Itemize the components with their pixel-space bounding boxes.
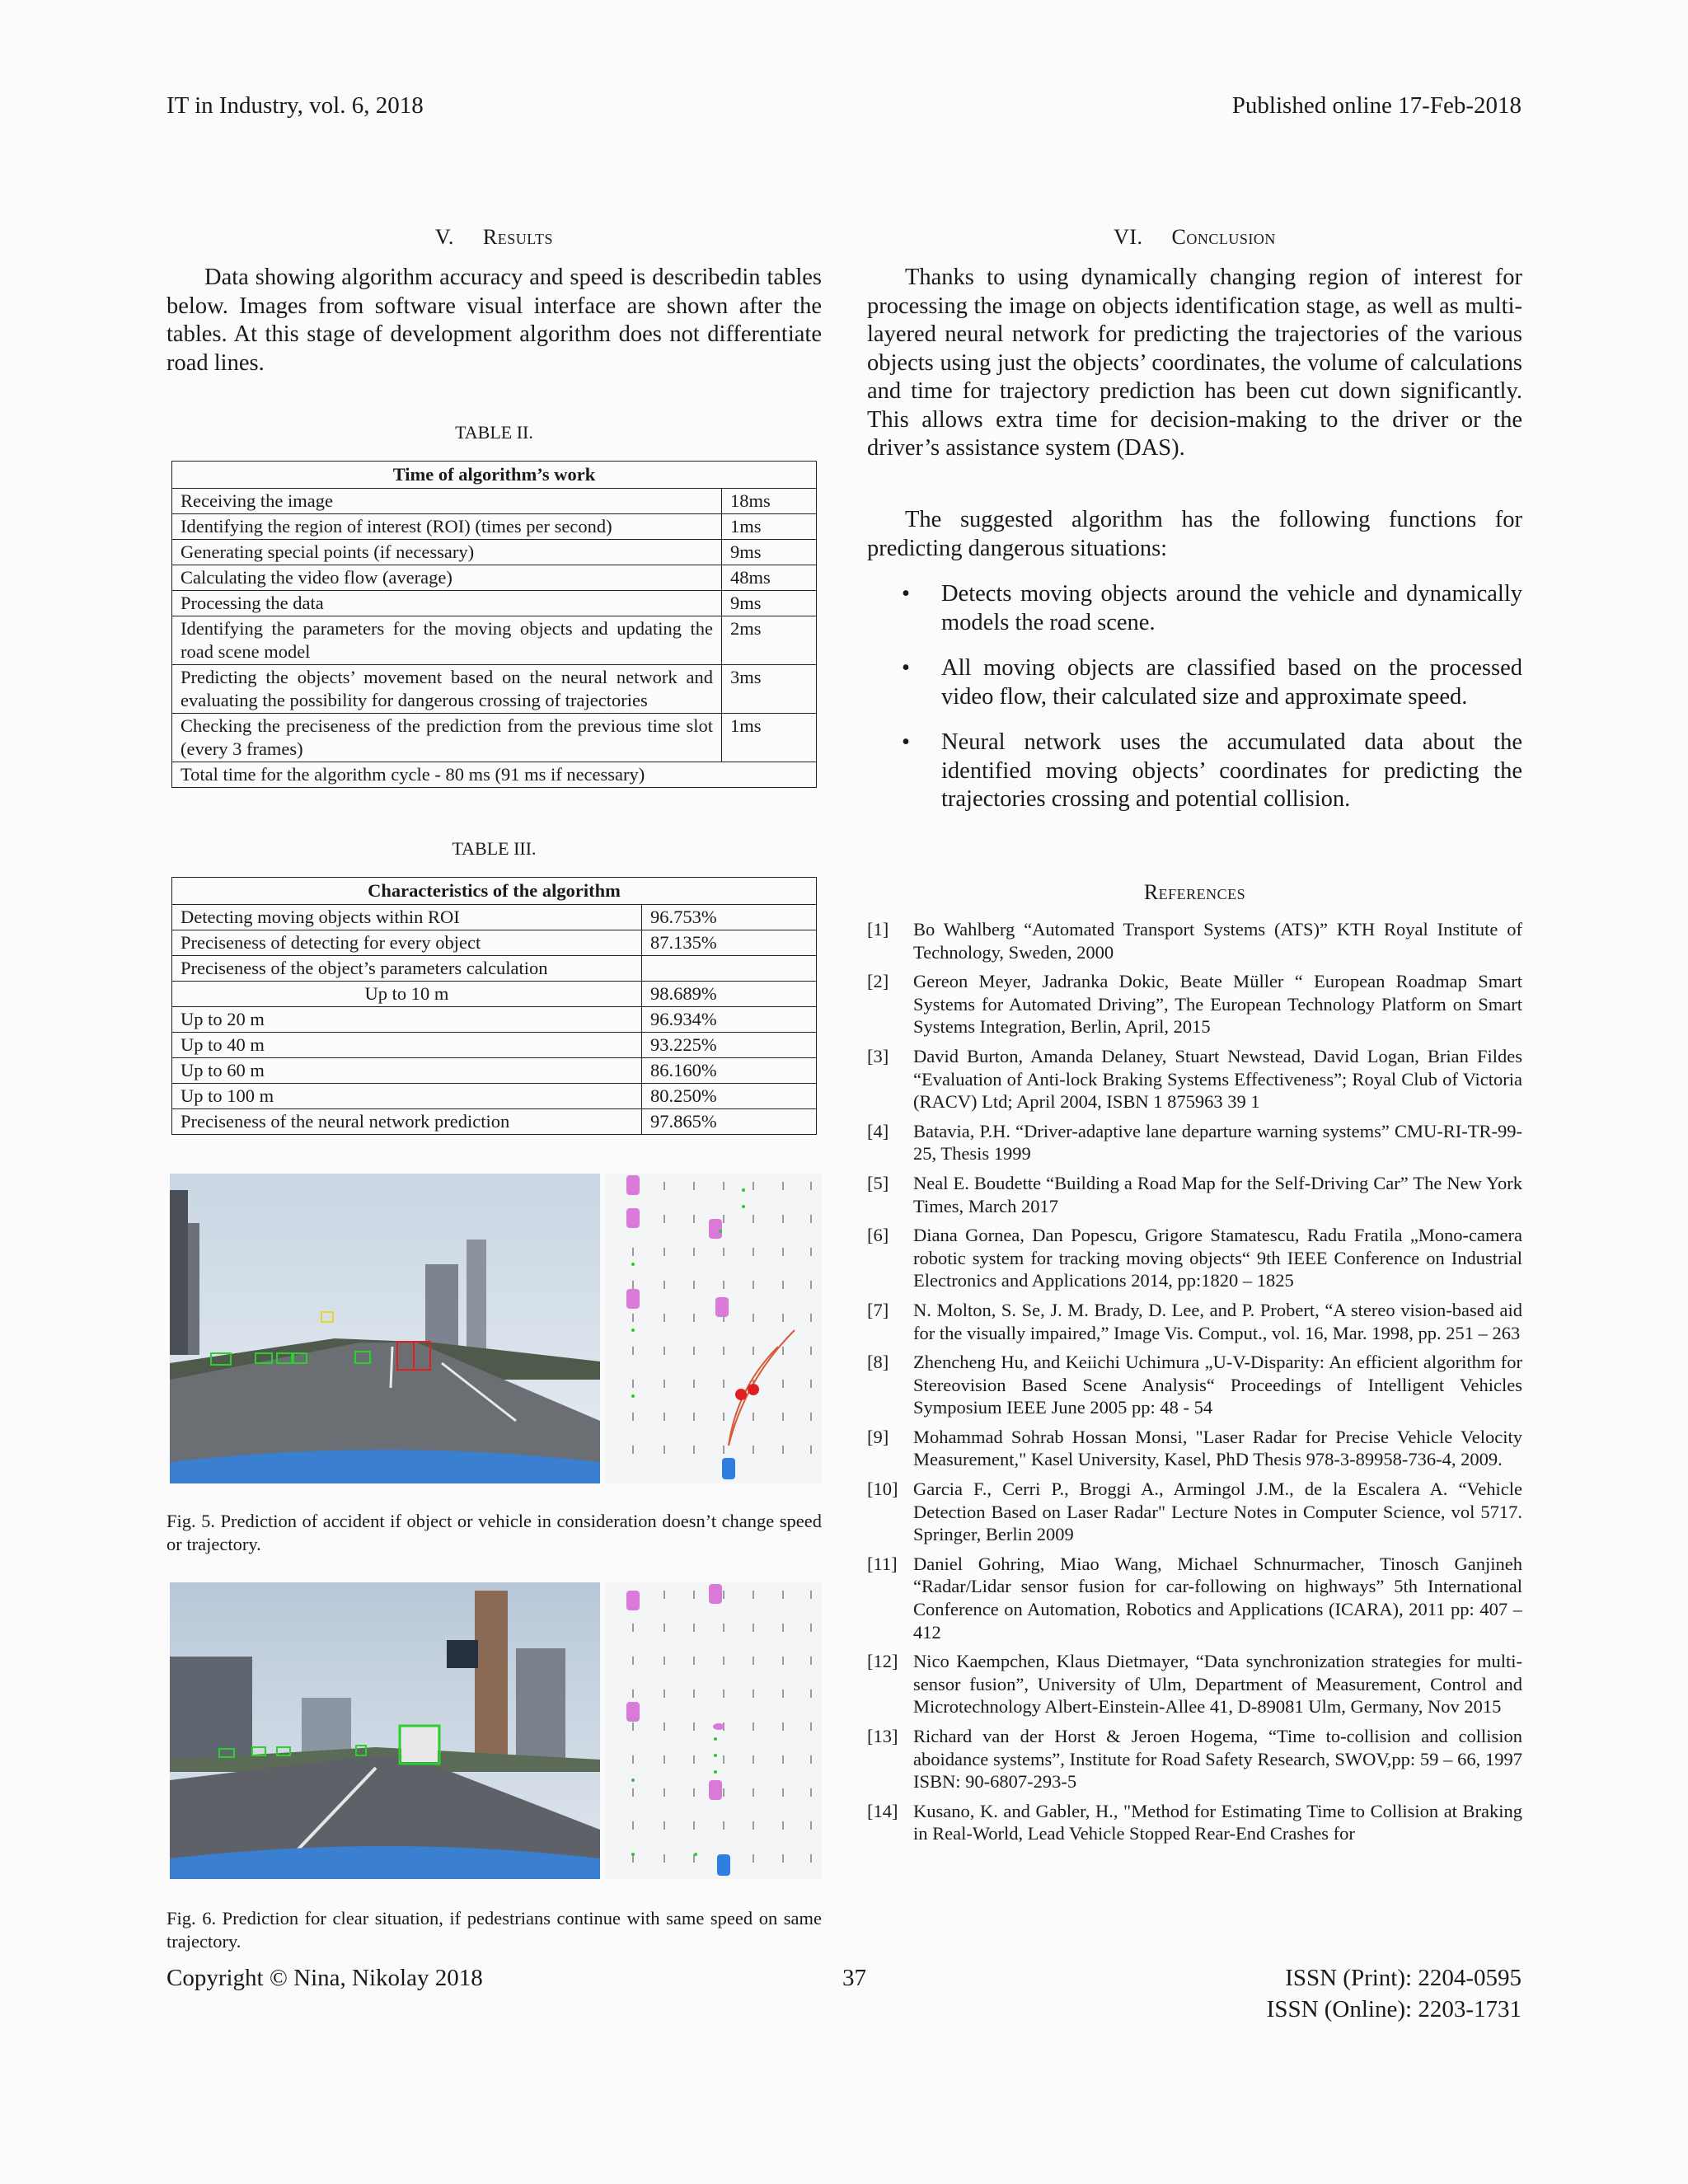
table-row bbox=[172, 591, 817, 616]
reference-number: [11] bbox=[867, 1553, 898, 1574]
table-cell-label: Up to 10 m bbox=[172, 982, 642, 1007]
references-section-name: References bbox=[1143, 880, 1246, 904]
table-row bbox=[172, 905, 817, 930]
conclusion-section-numeral: VI. bbox=[1114, 225, 1143, 249]
conclusion-section-name: Conclusion bbox=[1171, 225, 1276, 249]
reference-text: Bo Wahlberg “Automated Transport Systems (ATS)” KTH Royal Institute of Technology, Sweden, 2000 bbox=[913, 919, 1522, 963]
table-cell-value bbox=[642, 956, 817, 982]
fig6-trajectory-plot bbox=[605, 1582, 822, 1879]
table-cell-value: 98.689% bbox=[642, 982, 817, 1007]
table-cell-value: 9ms bbox=[722, 540, 817, 565]
bullet-icon: • bbox=[902, 729, 910, 755]
table2-heading: Time of algorithm’s work bbox=[172, 462, 817, 489]
reference-text: Gereon Meyer, Jadranka Dokic, Beate Müller “ European Roadmap Smart Systems for Automated Driving”, The European Technology Platform on Smart Systems Integration, Berlin, April, 2015 bbox=[913, 971, 1522, 1038]
list-item bbox=[867, 580, 1522, 637]
table-row bbox=[172, 616, 817, 665]
reference-item bbox=[867, 1553, 1522, 1643]
table-cell-value: 2ms bbox=[722, 616, 817, 665]
table-row bbox=[172, 514, 817, 540]
reference-text: Diana Gornea, Dan Popescu, Grigore Stamatescu, Radu Fratila „Mono-camera robotic system for tracking moving objects“ 9th IEEE Conference on Industrial Electronics and Applications 2014, pp:1820 – 1825 bbox=[913, 1225, 1522, 1291]
table3 bbox=[171, 877, 817, 1135]
reference-text: N. Molton, S. Se, J. M. Brady, D. Lee, and P. Probert, “A stereo vision-based aid for the visually impaired,” Image Vis. Comput., vol. 16, Mar. 1998, pp. 251 – 263 bbox=[913, 1299, 1522, 1343]
reference-item bbox=[867, 1299, 1522, 1344]
table-cell-value: 93.225% bbox=[642, 1033, 817, 1058]
reference-text: Garcia F., Cerri P., Broggi A., Armingol J.M., de la Escalera A. “Vehicle Detection Based on Laser Radar" Lecture Notes in Computer Science, vol 5717. Springer, Berlin 2009 bbox=[913, 1479, 1522, 1545]
reference-item bbox=[867, 1045, 1522, 1113]
issn-online: ISSN (Online): 2203-1731 bbox=[1266, 1996, 1522, 2022]
conclusion-bullet-list bbox=[867, 580, 1522, 832]
results-section-title bbox=[166, 225, 822, 250]
table-cell-value: 1ms bbox=[722, 514, 817, 540]
reference-text: Daniel Gohring, Miao Wang, Michael Schnurmacher, Tinosch Ganjineh “Radar/Lidar sensor fusion for car-following on highways” 5th International Conference on Automation, Robotics and Applications (ICARA), 2011 pp: 407 – 412 bbox=[913, 1553, 1522, 1643]
publication-date: Published online 17-Feb-2018 bbox=[1231, 92, 1522, 119]
reference-text: Zhencheng Hu, and Keiichi Uchimura „U-V-Disparity: An efficient algorithm for Stereovision Based Scene Analysis“ Proceedings of Intelligent Vehicles Symposium IEEE June 2005 pp: 48 - 54 bbox=[913, 1352, 1522, 1418]
reference-number: [12] bbox=[867, 1651, 898, 1672]
references-list bbox=[867, 918, 1522, 1961]
conclusion-paragraph-1: Thanks to using dynamically changing region of interest for processing the image on objects identification stage, as well as multi-layered neural network for predicting the trajectories of the various objects using just the objects’ coordinates, the volume of calculations and time for trajectory prediction has been cut down significantly. This allows extra time for decision-making to the driver or the driver’s assistance system (DAS). bbox=[867, 265, 1522, 461]
table-cell-value: 3ms bbox=[722, 665, 817, 714]
table-cell-label: Detecting moving objects within ROI bbox=[172, 905, 642, 930]
reference-number: [8] bbox=[867, 1352, 889, 1373]
table-cell-label: Preciseness of detecting for every object bbox=[172, 930, 642, 956]
table-cell-label: Processing the data bbox=[172, 591, 722, 616]
table-cell-label: Identifying the region of interest (ROI) (times per second) bbox=[172, 514, 722, 540]
reference-text: Neal E. Boudette “Building a Road Map for the Self-Driving Car” The New York Times, March 2017 bbox=[913, 1172, 1522, 1216]
table-cell-value: 97.865% bbox=[642, 1109, 817, 1135]
journal-header: IT in Industry, vol. 6, 2018 bbox=[166, 92, 424, 119]
reference-text: Kusano, K. and Gabler, H., "Method for Estimating Time to Collision at Braking in Real-World, Lead Vehicle Stopped Rear-End Crashes for bbox=[913, 1800, 1522, 1844]
reference-number: [7] bbox=[867, 1299, 889, 1320]
table-row bbox=[172, 930, 817, 956]
table-row bbox=[172, 1109, 817, 1135]
table-row bbox=[172, 1007, 817, 1033]
table2-caption: TABLE II. bbox=[455, 422, 533, 443]
fig6-camera-image bbox=[170, 1582, 600, 1879]
results-paragraph: Data showing algorithm accuracy and speed is describedin tables below. Images from software visual interface are shown after the tables. At this stage of development algorithm does not differentiate road lines. bbox=[166, 265, 822, 376]
reference-item bbox=[867, 1224, 1522, 1292]
reference-number: [4] bbox=[867, 1120, 889, 1141]
reference-item bbox=[867, 918, 1522, 963]
references-section-title bbox=[867, 880, 1522, 905]
table-row bbox=[172, 1058, 817, 1084]
list-item bbox=[867, 729, 1522, 814]
bullet-icon: • bbox=[902, 581, 910, 607]
table-cell-value: 18ms bbox=[722, 489, 817, 514]
table-cell-label: Identifying the parameters for the moving objects and updating the road scene model bbox=[172, 616, 722, 665]
reference-item bbox=[867, 1725, 1522, 1793]
reference-number: [6] bbox=[867, 1225, 889, 1246]
table-row bbox=[172, 665, 817, 714]
fig5-camera-image bbox=[170, 1174, 600, 1483]
table-row bbox=[172, 565, 817, 591]
list-item-text: Neural network uses the accumulated data about the identified moving objects’ coordinates for predicting the trajectories crossing and potential collision. bbox=[941, 729, 1522, 812]
table-total-cell: Total time for the algorithm cycle - 80 ms (91 ms if necessary) bbox=[172, 762, 817, 788]
reference-number: [1] bbox=[867, 919, 889, 940]
table-cell-value: 48ms bbox=[722, 565, 817, 591]
table-cell-value: 86.160% bbox=[642, 1058, 817, 1084]
page-number: 37 bbox=[842, 1965, 866, 1991]
list-item bbox=[867, 654, 1522, 711]
reference-text: Richard van der Horst & Jeroen Hogema, “Time to-collision and collision aboidance systems”, Institute for Road Safety Research, SWOV,pp: 59 – 66, 1997 ISBN: 90-6807-293-5 bbox=[913, 1726, 1522, 1793]
table-cell-value: 80.250% bbox=[642, 1084, 817, 1109]
table-cell-label: Preciseness of the object’s parameters calculation bbox=[172, 956, 642, 982]
fig6-caption: Fig. 6. Prediction for clear situation, if pedestrians continue with same speed on same trajectory. bbox=[166, 1908, 822, 1952]
bullet-icon: • bbox=[902, 655, 910, 681]
table-row bbox=[172, 540, 817, 565]
reference-number: [14] bbox=[867, 1800, 898, 1821]
table-row bbox=[172, 1033, 817, 1058]
table-row bbox=[172, 1084, 817, 1109]
reference-number: [3] bbox=[867, 1045, 889, 1066]
table-row bbox=[172, 956, 817, 982]
conclusion-paragraph-2: The suggested algorithm has the following functions for predicting dangerous situations: bbox=[867, 507, 1522, 561]
table2 bbox=[171, 461, 817, 788]
table-cell-value: 87.135% bbox=[642, 930, 817, 956]
reference-item bbox=[867, 970, 1522, 1038]
issn-print: ISSN (Print): 2204-0595 bbox=[1285, 1965, 1522, 1991]
table-cell-label: Preciseness of the neural network prediction bbox=[172, 1109, 642, 1135]
table-row bbox=[172, 489, 817, 514]
fig5-caption: Fig. 5. Prediction of accident if object or vehicle in consideration doesn’t change speed or trajectory. bbox=[166, 1511, 822, 1554]
table-cell-label: Predicting the objects’ movement based on the neural network and evaluating the possibility for dangerous crossing of trajectories bbox=[172, 665, 722, 714]
reference-item bbox=[867, 1800, 1522, 1845]
reference-item bbox=[867, 1478, 1522, 1546]
table-cell-label: Up to 20 m bbox=[172, 1007, 642, 1033]
reference-item bbox=[867, 1426, 1522, 1471]
reference-text: Batavia, P.H. “Driver-adaptive lane departure warning systems” CMU-RI-TR-99-25, Thesis 1999 bbox=[913, 1120, 1522, 1165]
reference-number: [5] bbox=[867, 1172, 889, 1193]
table3-heading: Characteristics of the algorithm bbox=[172, 878, 817, 905]
table-cell-label: Receiving the image bbox=[172, 489, 722, 514]
table-cell-label: Checking the preciseness of the prediction from the previous time slot (every 3 frames) bbox=[172, 714, 722, 762]
table-cell-label: Up to 40 m bbox=[172, 1033, 642, 1058]
reference-number: [13] bbox=[867, 1726, 898, 1746]
table-total-row bbox=[172, 762, 817, 788]
table-cell-value: 96.934% bbox=[642, 1007, 817, 1033]
table-cell-label: Up to 60 m bbox=[172, 1058, 642, 1084]
reference-number: [9] bbox=[867, 1426, 889, 1447]
results-section-numeral: V. bbox=[434, 225, 454, 249]
reference-text: Mohammad Sohrab Hossan Monsi, "Laser Radar for Precise Vehicle Velocity Measurement," Kasel University, Kasel, PhD Thesis 978-3-89958-736-4, 2009. bbox=[913, 1426, 1522, 1470]
table-row bbox=[172, 982, 817, 1007]
reference-item bbox=[867, 1650, 1522, 1718]
copyright: Copyright © Nina, Nikolay 2018 bbox=[166, 1965, 483, 1991]
list-item-text: All moving objects are classified based on the processed video flow, their calculated size and approximate speed. bbox=[941, 655, 1522, 710]
table-cell-value: 96.753% bbox=[642, 905, 817, 930]
list-item-text: Detects moving objects around the vehicle and dynamically models the road scene. bbox=[941, 581, 1522, 635]
table3-caption: TABLE III. bbox=[452, 838, 537, 859]
reference-text: David Burton, Amanda Delaney, Stuart Newstead, David Logan, Brian Fildes “Evaluation of Anti-lock Braking Systems Effectiveness”; Royal Club of Victoria (RACV) Ltd; April 2004, ISBN 1 875963 39 1 bbox=[913, 1045, 1522, 1113]
table-cell-label: Up to 100 m bbox=[172, 1084, 642, 1109]
results-section-name: Results bbox=[482, 225, 554, 249]
reference-text: Nico Kaempchen, Klaus Dietmayer, “Data synchronization strategies for multi-sensor fusion”, University of Ulm, Department of Measurement, Control and Microtechnology Albert-Einstein-Allee 41, D-89081 Ulm, Germany, Nov 2015 bbox=[913, 1651, 1522, 1718]
reference-item bbox=[867, 1351, 1522, 1419]
table-cell-label: Calculating the video flow (average) bbox=[172, 565, 722, 591]
table-cell-value: 1ms bbox=[722, 714, 817, 762]
conclusion-section-title bbox=[867, 225, 1522, 250]
reference-item bbox=[867, 1172, 1522, 1217]
reference-item bbox=[867, 1120, 1522, 1165]
table-cell-label: Generating special points (if necessary) bbox=[172, 540, 722, 565]
table-row bbox=[172, 714, 817, 762]
reference-number: [2] bbox=[867, 971, 889, 992]
fig5-trajectory-plot bbox=[605, 1174, 822, 1483]
table-cell-value: 9ms bbox=[722, 591, 817, 616]
reference-number: [10] bbox=[867, 1479, 898, 1500]
